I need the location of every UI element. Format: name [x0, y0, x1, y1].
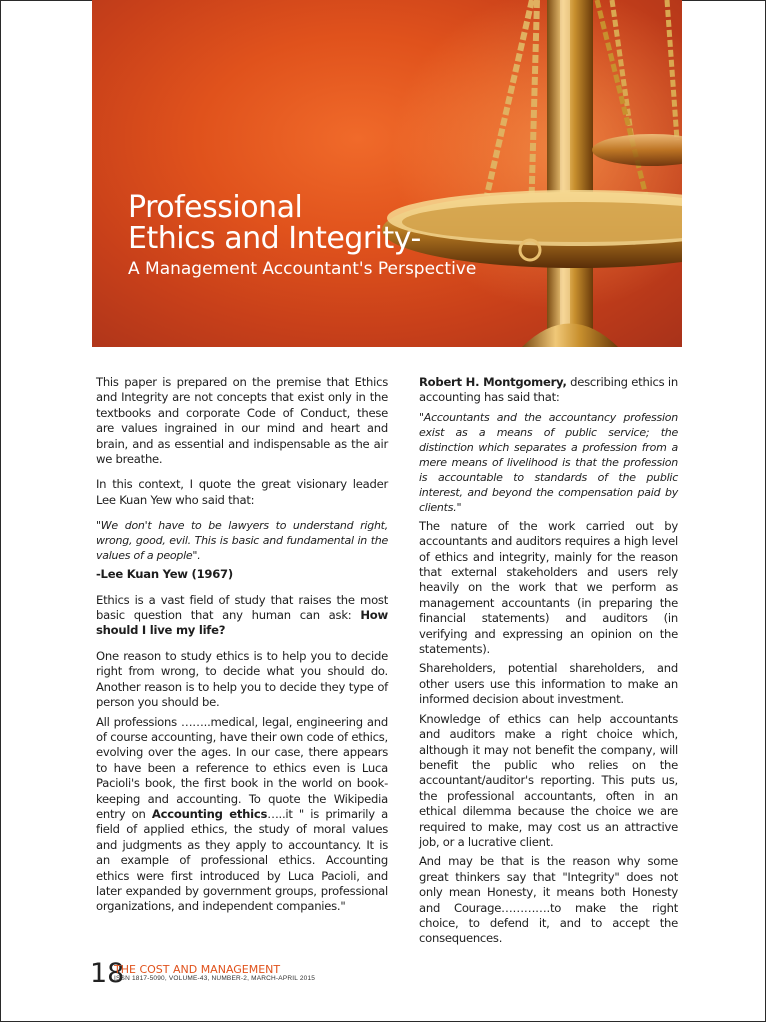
paragraph-bold-text: Accounting ethics: [151, 806, 268, 821]
paragraph: One reason to study ethics is to help you to decide right from wrong, to decide what you should do. Another reason is to help you to decide they type of person you should be.: [96, 648, 388, 710]
right-column: [419, 375, 678, 957]
paragraph-bold-text: Robert H. Montgomery,: [419, 375, 567, 389]
hero-banner: [92, 0, 682, 347]
quote-attribution: -Lee Kuan Yew (1967): [96, 567, 233, 582]
paragraph: [96, 593, 388, 639]
article-subtitle: A Management Accountant's Perspective: [128, 259, 477, 279]
left-column: [96, 375, 388, 925]
paragraph: In this context, I quote the great visionary leader Lee Kuan Yew who said that:: [96, 477, 388, 507]
magazine-title: THE COST AND MANAGEMENT: [114, 963, 281, 976]
paragraph-text: All professions ……..medical, legal, engineering and of course accounting, have their own code of ethics, evolving over the ages. In our case, there appears to have been a reference to ethics even is Luca Pacioli's book, the first book in the world on book-keeping and accounting. To quote the Wikipedia entry on: [96, 714, 388, 821]
paragraph-text: describing ethics in accounting has said that:: [419, 375, 678, 405]
block-quote: "We don't have to be lawyers to understand right, wrong, good, evil. This is basic and fundamental in the values of a people".: [96, 519, 388, 563]
article-title-line1: Professional: [128, 190, 303, 225]
paragraph: [96, 715, 388, 915]
paragraph: Shareholders, potential shareholders, and other users use this information to make an informed decision about investment.: [419, 661, 678, 707]
block-quote: "Accountants and the accountancy profession exist as a means of public service; the distinction which separates a profession from a mere means of livelihood is that the profession is accountable to standards of the public interest, and beyond the compensation paid by clients.": [419, 410, 678, 514]
article-title: [128, 192, 421, 254]
paragraph: [419, 375, 678, 406]
page-number: 18: [90, 958, 125, 989]
paragraph: And may be that is the reason why some great thinkers say that "Integrity" does not only mean Honesty, it means both Honesty and Courage………….to make the right choice, to defend it, and to accept the consequences.: [419, 854, 678, 946]
paragraph: Knowledge of ethics can help accountants and auditors make a right choice which, although it may not benefit the company, will benefit the public who relies on the accountant/auditor's reporting. This puts us, the professional accountants, often in an ethical dilemma because the choice we are required to make, may cost us an attractive job, or a lucrative client.: [419, 711, 678, 849]
paragraph-bold-text: How should I live my life?: [96, 608, 388, 638]
paragraph: The nature of the work carried out by accountants and auditors requires a high level of ethics and integrity, mainly for the reason that external stakeholders and users rely heavily on the work that we perform as management accountants (in preparing the financial statements) and auditors (in verifying and expressing an opinion on the statements).: [419, 518, 678, 657]
paragraph: This paper is prepared on the premise that Ethics and Integrity are not concepts that exist only in the textbooks and corporate Code of Conduct, these are values ingrained in our mind and heart and brain, and as essential and indispensable as the air we breathe.: [96, 375, 388, 467]
paragraph-text: …..it " is primarily a field of applied ethics, the study of moral values and judgments as they apply to accountancy. It is an example of professional ethics. Accounting ethics were first introduced by Luca Pacioli, and later expanded by government groups, professional organizations, and independent companies.": [96, 806, 389, 914]
scales-of-justice-illustration: [92, 0, 682, 347]
article-title-line2: Ethics and Integrity-: [128, 221, 421, 256]
paragraph-text: Ethics is a vast field of study that raises the most basic question that any human can ask:: [96, 592, 388, 623]
issue-info: ISSN 1817-5090, VOLUME-43, NUMBER-2, MARCH-APRIL 2015: [114, 975, 316, 982]
